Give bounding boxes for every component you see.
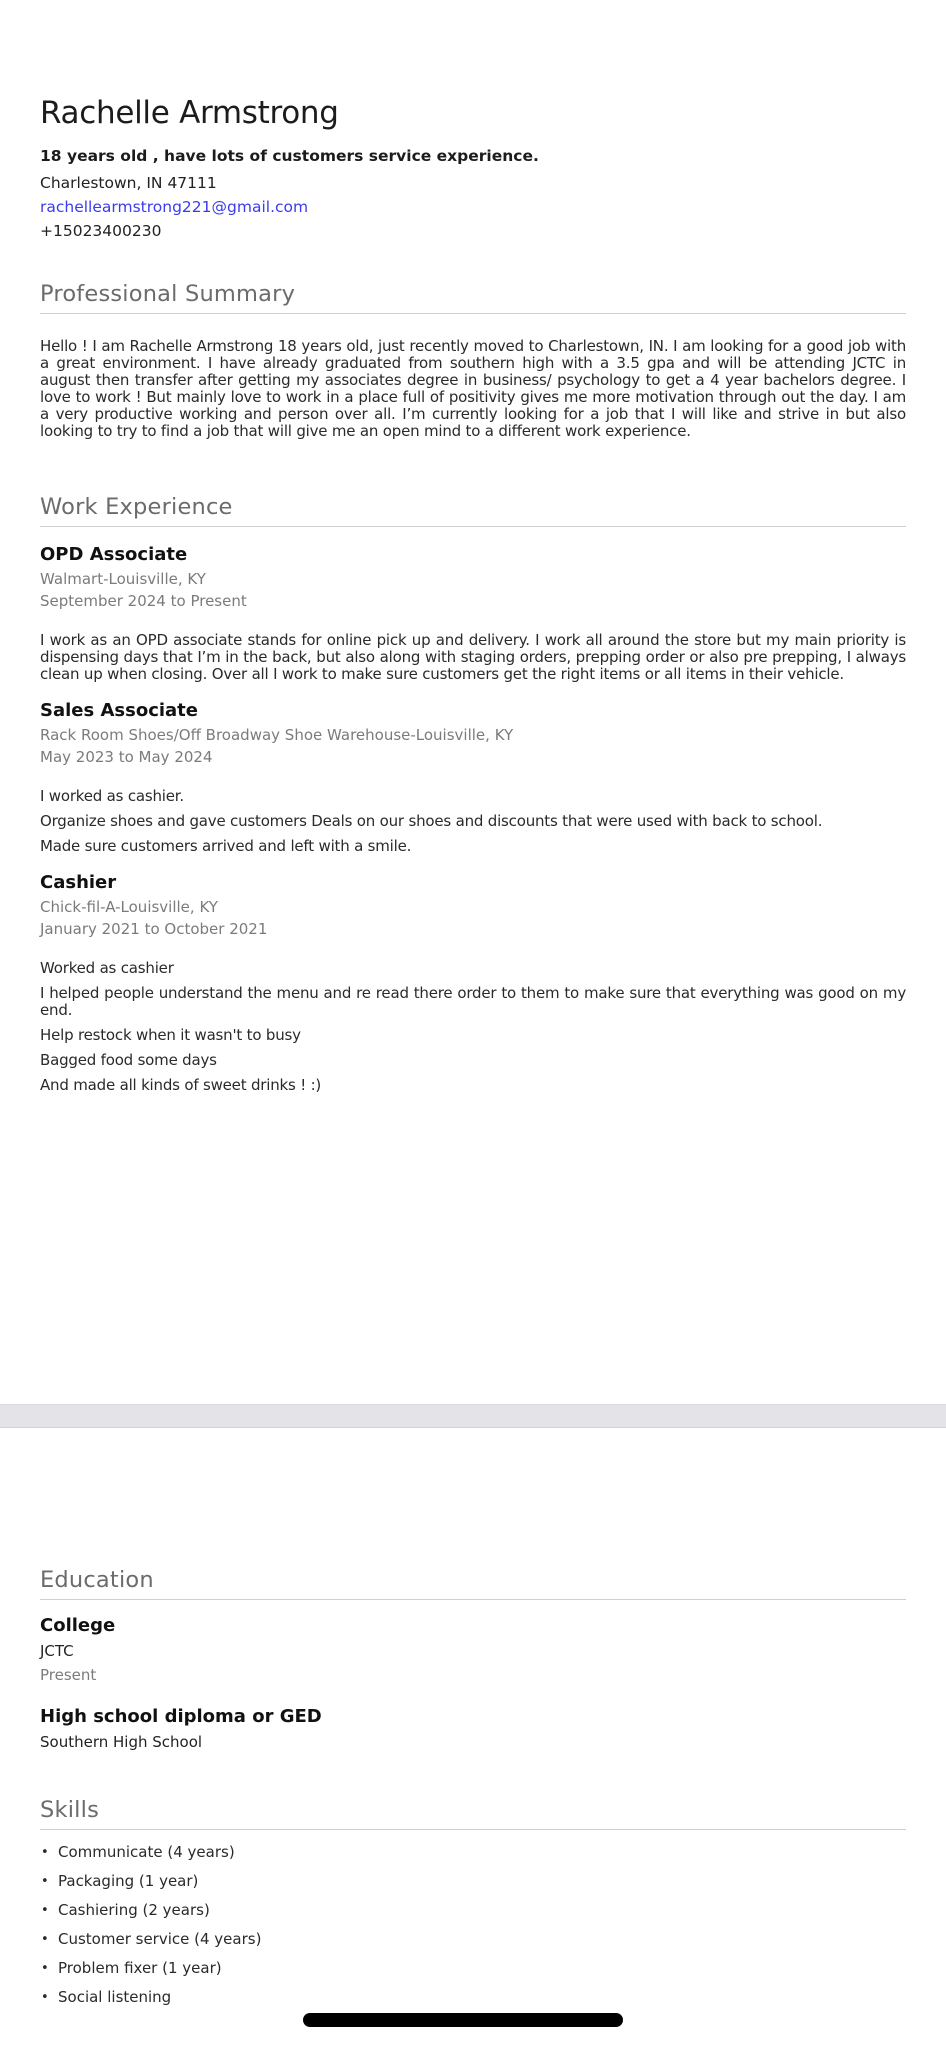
education-school: Southern High School xyxy=(40,1733,203,1751)
summary-text: Hello ! I am Rachelle Armstrong 18 years old, just recently moved to Charlestown, IN. I am looking for a good job with a great environment. I have already graduated from southern high with a 3.5 gpa and will be attending JCTC in august then transfer after getting my associates degree in business/ psychology to get a 4 year bachelors degree. I love to work ! But mainly love to work in a place full of positivity gives me more motivation through out the day. I am a very productive working and person over all. I’m currently looking for a job that I will like and strive in but also looking to try to find a job that will give me an open mind to a different work experience. xyxy=(40,337,906,440)
resume-page-2 xyxy=(0,1428,946,2006)
section-education xyxy=(40,1568,906,1754)
candidate-phone: +15023400230 xyxy=(40,222,162,240)
education-degree: College xyxy=(40,1615,116,1636)
education-degree: High school diploma or GED xyxy=(40,1706,322,1727)
job-title: Sales Associate xyxy=(40,700,198,721)
job-description-paragraph: I work as an OPD associate stands for online pick up and delivery. I work all around the store but my main priority is dispensing days that I’m in the back, but also along with staging orders, prepping order or also pre prepping, I always clean up when closing. Over all I work to make sure customers get the right items or all items in their vehicle. xyxy=(40,631,906,683)
skill-item: • Customer service (4 years) xyxy=(40,1931,906,1948)
job-description xyxy=(40,788,906,855)
job-dates: May 2023 to May 2024 xyxy=(40,748,213,766)
section-divider xyxy=(40,1829,906,1830)
job-dates: January 2021 to October 2021 xyxy=(40,920,268,938)
candidate-location: Charlestown, IN 47111 xyxy=(40,174,217,192)
section-professional-summary xyxy=(40,282,906,440)
job-title: OPD Associate xyxy=(40,544,188,565)
skill-item: • Communicate (4 years) xyxy=(40,1844,906,1861)
skills-list xyxy=(40,1844,906,2006)
education-entry-high-school xyxy=(40,1707,906,1754)
home-indicator-bar[interactable] xyxy=(303,2013,623,2027)
section-divider xyxy=(40,1599,906,1600)
job-description-paragraph: Help restock when it wasn't to busy xyxy=(40,1026,301,1044)
job-description xyxy=(40,632,906,683)
education-dates: Present xyxy=(40,1666,97,1684)
job-entry-opd-associate xyxy=(40,545,906,683)
job-meta xyxy=(40,724,906,768)
job-description-paragraph: Worked as cashier xyxy=(40,959,174,977)
job-title: Cashier xyxy=(40,872,117,893)
section-divider xyxy=(40,313,906,314)
job-description-paragraph: I worked as cashier. xyxy=(40,787,184,805)
job-meta xyxy=(40,896,906,940)
work-section-title: Work Experience xyxy=(40,494,233,520)
job-entry-sales-associate xyxy=(40,701,906,855)
candidate-headline: 18 years old , have lots of customers service experience. xyxy=(40,147,539,165)
email-row xyxy=(40,195,906,219)
skill-item: • Cashiering (2 years) xyxy=(40,1902,906,1919)
skills-section-title: Skills xyxy=(40,1797,99,1823)
job-entry-cashier xyxy=(40,873,906,1094)
candidate-name: Rachelle Armstrong xyxy=(40,95,339,131)
job-meta xyxy=(40,568,906,612)
job-company: Rack Room Shoes/Off Broadway Shoe Warehouse-Louisville, KY xyxy=(40,726,514,744)
section-divider xyxy=(40,526,906,527)
job-dates: September 2024 to Present xyxy=(40,592,247,610)
skill-item: • Social listening xyxy=(40,1989,906,2006)
summary-section-title: Professional Summary xyxy=(40,281,296,307)
job-description-paragraph: Organize shoes and gave customers Deals on our shoes and discounts that were used with back to school. xyxy=(40,812,823,830)
job-company: Walmart-Louisville, KY xyxy=(40,570,206,588)
job-description-paragraph: I helped people understand the menu and re read there order to them to make sure that everything was good on my end. xyxy=(40,984,906,1019)
job-description-paragraph: Made sure customers arrived and left with a smile. xyxy=(40,837,412,855)
page-break-separator xyxy=(0,1404,946,1428)
section-work-experience xyxy=(40,495,906,1094)
section-skills xyxy=(40,1798,906,2006)
job-description-paragraph: Bagged food some days xyxy=(40,1051,217,1069)
job-description-paragraph: And made all kinds of sweet drinks ! :) xyxy=(40,1076,322,1094)
contact-header xyxy=(40,97,906,243)
skill-item: • Packaging (1 year) xyxy=(40,1873,906,1890)
education-school: JCTC xyxy=(40,1642,74,1660)
skill-item: • Problem fixer (1 year) xyxy=(40,1960,906,1977)
education-entry-college xyxy=(40,1616,906,1687)
job-company: Chick-fil-A-Louisville, KY xyxy=(40,898,218,916)
email-link[interactable]: rachellearmstrong221@gmail.com xyxy=(40,198,309,216)
job-description xyxy=(40,960,906,1094)
education-section-title: Education xyxy=(40,1567,154,1593)
